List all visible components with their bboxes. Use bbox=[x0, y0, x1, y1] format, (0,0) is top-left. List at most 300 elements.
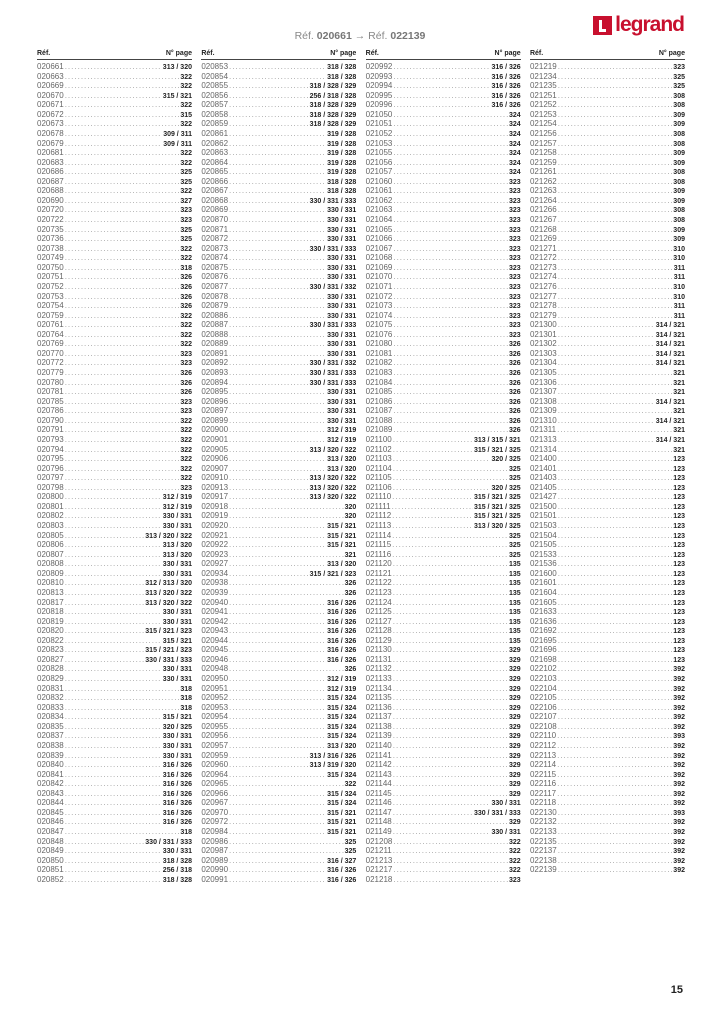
page-reference: 323 bbox=[180, 484, 192, 492]
index-row bbox=[366, 664, 521, 674]
dot-leader bbox=[65, 81, 180, 91]
index-row bbox=[201, 741, 356, 751]
reference-number: 020854 bbox=[201, 71, 229, 81]
reference-number: 020829 bbox=[37, 674, 64, 683]
page-reference: 325 bbox=[508, 475, 521, 483]
dot-leader bbox=[229, 177, 326, 187]
reference-number: 020946 bbox=[201, 654, 229, 664]
dot-leader bbox=[392, 531, 508, 541]
reference-number: 020720 bbox=[37, 205, 64, 215]
page-reference: 392 bbox=[673, 829, 685, 836]
page-reference: 322 bbox=[180, 456, 192, 464]
reference-number: 021120 bbox=[365, 559, 392, 569]
index-row bbox=[366, 521, 521, 531]
reference-number: 020990 bbox=[201, 865, 229, 875]
reference-number: 020751 bbox=[37, 272, 64, 282]
page-reference: 330 / 331 bbox=[327, 236, 357, 244]
index-row bbox=[366, 540, 521, 550]
page-reference: 324 bbox=[508, 121, 521, 129]
page-reference: 329 bbox=[508, 723, 521, 731]
dot-leader bbox=[229, 693, 326, 703]
index-row bbox=[201, 397, 356, 407]
page-reference: 322 bbox=[344, 781, 357, 789]
page-reference: 322 bbox=[180, 73, 192, 81]
reference-number: 020901 bbox=[201, 434, 229, 444]
dot-leader bbox=[393, 110, 508, 120]
index-row bbox=[530, 349, 685, 359]
index-row bbox=[530, 722, 685, 732]
dot-leader bbox=[65, 91, 162, 101]
reference-number: 020862 bbox=[201, 138, 229, 148]
reference-number: 020790 bbox=[37, 415, 64, 425]
index-row bbox=[37, 789, 192, 799]
page-reference: 330 / 331 bbox=[162, 742, 192, 750]
reference-number: 021300 bbox=[529, 320, 557, 330]
index-row bbox=[366, 282, 521, 292]
index-row bbox=[201, 559, 356, 569]
page-reference: 324 bbox=[508, 111, 521, 119]
page-reference: 323 bbox=[508, 322, 521, 330]
dot-leader bbox=[558, 406, 673, 416]
dot-leader bbox=[393, 244, 508, 254]
page-reference: 313 / 320 / 322 bbox=[309, 484, 357, 492]
dot-leader bbox=[229, 846, 344, 856]
page-reference: 135 bbox=[508, 599, 521, 607]
reference-number: 020871 bbox=[201, 224, 229, 234]
dot-leader bbox=[558, 167, 673, 177]
reference-number: 020842 bbox=[37, 779, 64, 789]
index-row bbox=[37, 234, 192, 244]
reference-number: 021401 bbox=[529, 463, 557, 473]
reference-number: 021308 bbox=[529, 396, 557, 406]
arrow-icon: → bbox=[354, 30, 366, 42]
reference-number: 021307 bbox=[529, 387, 557, 397]
index-row bbox=[201, 320, 356, 330]
reference-number: 021114 bbox=[365, 530, 392, 540]
dot-leader bbox=[393, 397, 508, 407]
page-column-header: N° page bbox=[494, 50, 521, 57]
reference-number: 020818 bbox=[37, 607, 64, 617]
index-row bbox=[366, 330, 521, 340]
dot-leader bbox=[65, 100, 180, 110]
reference-number: 020837 bbox=[37, 731, 64, 741]
index-row bbox=[530, 129, 685, 139]
dot-leader bbox=[393, 798, 491, 808]
dot-leader bbox=[229, 110, 309, 120]
dot-leader bbox=[393, 617, 508, 627]
page-reference: 308 bbox=[673, 169, 685, 177]
page-reference: 392 bbox=[673, 695, 685, 703]
dot-leader bbox=[229, 301, 326, 311]
dot-leader bbox=[393, 282, 508, 292]
reference-number: 020876 bbox=[201, 272, 229, 282]
index-row bbox=[201, 148, 356, 158]
dot-leader bbox=[65, 368, 180, 378]
reference-number: 020922 bbox=[201, 540, 229, 550]
dot-leader bbox=[229, 779, 344, 789]
index-row bbox=[366, 72, 521, 82]
dot-leader bbox=[558, 158, 673, 168]
dot-leader bbox=[229, 569, 309, 579]
dot-leader bbox=[65, 406, 180, 416]
dot-leader bbox=[393, 837, 508, 847]
dot-leader bbox=[65, 703, 180, 713]
reference-number: 020846 bbox=[37, 817, 64, 827]
reference-number: 022137 bbox=[529, 846, 557, 856]
index-row bbox=[37, 158, 192, 168]
page-reference: 313 / 319 / 320 bbox=[309, 762, 357, 770]
reference-number: 021065 bbox=[365, 224, 393, 234]
index-row bbox=[201, 492, 356, 502]
index-row bbox=[530, 292, 685, 302]
dot-leader bbox=[558, 722, 673, 732]
index-row bbox=[201, 177, 356, 187]
index-row bbox=[530, 72, 685, 82]
dot-leader bbox=[393, 607, 508, 617]
dot-leader bbox=[393, 205, 508, 215]
page-reference: 330 / 331 bbox=[327, 350, 357, 358]
dot-leader bbox=[65, 636, 162, 646]
page-reference: 314 / 321 bbox=[655, 436, 685, 444]
dot-leader bbox=[229, 550, 344, 560]
page-reference: 123 bbox=[673, 656, 685, 664]
page-reference: 123 bbox=[673, 647, 685, 655]
dot-leader bbox=[558, 272, 673, 282]
page-reference: 318 bbox=[180, 264, 192, 272]
reference-number: 020874 bbox=[201, 253, 229, 263]
dot-leader bbox=[229, 655, 326, 665]
page-reference: 325 bbox=[508, 465, 521, 473]
page-reference: 321 bbox=[344, 551, 357, 559]
dot-leader bbox=[65, 856, 162, 866]
reference-number: 021066 bbox=[365, 234, 393, 244]
reference-number: 022139 bbox=[529, 865, 557, 875]
page-reference: 315 / 321 bbox=[327, 542, 357, 550]
page-reference: 330 / 331 / 333 bbox=[473, 809, 521, 817]
dot-leader bbox=[229, 397, 326, 407]
dot-leader bbox=[65, 425, 180, 435]
dot-leader bbox=[557, 425, 672, 435]
dot-leader bbox=[65, 531, 145, 541]
page-reference: 316 / 326 bbox=[327, 637, 357, 645]
page-reference: 315 / 321 bbox=[162, 637, 192, 645]
page-reference: 330 / 331 bbox=[327, 341, 357, 349]
index-row bbox=[366, 205, 521, 215]
page-reference: 323 bbox=[180, 217, 192, 224]
dot-leader bbox=[229, 91, 309, 101]
dot-leader bbox=[65, 645, 145, 655]
page-reference: 323 bbox=[180, 398, 192, 406]
dot-leader bbox=[393, 272, 508, 282]
reference-number: 022115 bbox=[529, 769, 557, 779]
reference-number: 021314 bbox=[529, 444, 557, 454]
reference-number: 021274 bbox=[529, 272, 557, 282]
dot-leader bbox=[558, 531, 673, 541]
page-reference: 309 / 311 bbox=[163, 140, 192, 148]
page-reference: 322 bbox=[180, 331, 192, 339]
index-row bbox=[37, 798, 192, 808]
index-row bbox=[37, 626, 192, 636]
index-row bbox=[366, 215, 521, 225]
page-reference: 323 bbox=[508, 876, 521, 884]
reference-number: 021130 bbox=[365, 645, 392, 655]
reference-number: 021081 bbox=[365, 348, 393, 358]
dot-leader bbox=[393, 177, 508, 187]
index-row bbox=[530, 684, 685, 694]
index-row bbox=[530, 588, 685, 598]
index-row bbox=[37, 521, 192, 531]
index-row bbox=[366, 358, 521, 368]
page-reference: 313 / 320 / 322 bbox=[145, 532, 192, 540]
reference-number: 022112 bbox=[529, 740, 557, 750]
index-row bbox=[37, 186, 192, 196]
index-row bbox=[37, 196, 192, 206]
index-row bbox=[530, 148, 685, 158]
page-reference: 313 / 320 / 322 bbox=[309, 446, 357, 454]
reference-number: 020819 bbox=[37, 616, 64, 626]
page-reference: 309 bbox=[673, 197, 685, 205]
page-reference: 315 / 321 bbox=[327, 532, 357, 540]
dot-leader bbox=[65, 148, 180, 158]
page-reference: 392 bbox=[673, 685, 685, 693]
dot-leader bbox=[65, 330, 180, 340]
index-row bbox=[530, 492, 685, 502]
reference-number: 020831 bbox=[37, 683, 64, 693]
index-row bbox=[201, 531, 356, 541]
page-reference: 393 bbox=[673, 809, 685, 817]
page-reference: 135 bbox=[508, 561, 521, 569]
dot-leader bbox=[229, 425, 326, 435]
dot-leader bbox=[65, 693, 180, 703]
page-reference: 312 / 319 bbox=[162, 503, 192, 511]
page-reference: 318 / 328 bbox=[327, 178, 357, 186]
index-row bbox=[201, 817, 356, 827]
reference-number: 021085 bbox=[365, 387, 393, 397]
index-row bbox=[201, 215, 356, 225]
dot-leader bbox=[65, 186, 180, 196]
page-reference: 330 / 331 / 332 bbox=[309, 360, 357, 368]
dot-leader bbox=[65, 205, 180, 215]
page-reference: 323 bbox=[180, 360, 192, 368]
page-reference: 330 / 331 bbox=[327, 312, 357, 320]
page-reference: 329 bbox=[508, 771, 521, 779]
index-row bbox=[37, 722, 192, 732]
page-reference: 314 / 321 bbox=[655, 331, 685, 339]
page-reference: 315 / 324 bbox=[327, 695, 357, 703]
page-reference: 392 bbox=[673, 781, 685, 789]
page-reference: 323 bbox=[508, 236, 521, 244]
index-row bbox=[366, 569, 521, 579]
reference-number: 020832 bbox=[37, 693, 64, 703]
dot-leader bbox=[558, 865, 673, 875]
dot-leader bbox=[558, 684, 673, 694]
index-row bbox=[201, 378, 356, 388]
index-row bbox=[366, 837, 521, 847]
index-row bbox=[37, 578, 192, 588]
page-reference: 325 bbox=[180, 178, 192, 186]
page-reference: 329 bbox=[508, 647, 521, 655]
dot-leader bbox=[558, 712, 673, 722]
reference-number: 020986 bbox=[201, 836, 229, 846]
page-reference: 310 bbox=[673, 293, 685, 301]
page-reference: 318 / 328 bbox=[327, 64, 357, 71]
dot-leader bbox=[558, 72, 673, 82]
dot-leader bbox=[393, 760, 508, 770]
reference-number: 020769 bbox=[37, 339, 64, 349]
index-row bbox=[201, 435, 356, 445]
index-row bbox=[201, 674, 356, 684]
page-reference: 323 bbox=[508, 293, 521, 301]
reference-number: 022104 bbox=[529, 683, 557, 693]
page-reference: 329 bbox=[508, 714, 521, 722]
reference-number: 020907 bbox=[201, 463, 229, 473]
index-row bbox=[366, 234, 521, 244]
dot-leader bbox=[229, 349, 326, 359]
index-row bbox=[37, 636, 192, 646]
dot-leader bbox=[65, 617, 162, 627]
reference-number: 021264 bbox=[529, 195, 557, 205]
dot-leader bbox=[393, 91, 490, 101]
reference-number: 021310 bbox=[529, 415, 557, 425]
dot-leader bbox=[393, 158, 508, 168]
page-reference: 330 / 331 bbox=[491, 800, 521, 808]
dot-leader bbox=[558, 186, 673, 196]
reference-number: 021269 bbox=[529, 234, 557, 244]
dot-leader bbox=[229, 253, 326, 263]
dot-leader bbox=[393, 464, 508, 474]
index-row bbox=[366, 148, 521, 158]
reference-number: 020798 bbox=[37, 482, 64, 492]
page-reference: 323 bbox=[508, 207, 521, 215]
reference-number: 020845 bbox=[37, 807, 64, 817]
dot-leader bbox=[65, 358, 180, 368]
page-reference: 309 bbox=[673, 159, 685, 167]
page-reference: 310 bbox=[673, 245, 685, 253]
page-reference: 308 bbox=[673, 178, 685, 186]
page-reference: 123 bbox=[673, 599, 685, 607]
index-row bbox=[366, 425, 521, 435]
reference-number: 020761 bbox=[37, 320, 64, 330]
page-reference: 316 / 326 bbox=[491, 92, 521, 100]
page-reference: 319 / 328 bbox=[327, 130, 357, 138]
index-row bbox=[530, 358, 685, 368]
ref-label: Réf. bbox=[294, 30, 314, 42]
reference-number: 020781 bbox=[37, 387, 64, 397]
dot-leader bbox=[65, 301, 180, 311]
dot-leader bbox=[393, 770, 508, 780]
reference-number: 021060 bbox=[365, 176, 393, 186]
index-row bbox=[366, 397, 521, 407]
page-reference: 309 bbox=[673, 188, 685, 196]
index-row bbox=[366, 339, 521, 349]
index-row bbox=[201, 110, 356, 120]
page-reference: 318 / 328 / 329 bbox=[309, 111, 357, 119]
dot-leader bbox=[229, 139, 326, 149]
dot-leader bbox=[558, 435, 655, 445]
index-row bbox=[530, 320, 685, 330]
dot-leader bbox=[229, 588, 344, 598]
index-row bbox=[37, 358, 192, 368]
index-row bbox=[366, 655, 521, 665]
index-row bbox=[201, 588, 356, 598]
page-reference: 326 bbox=[508, 389, 521, 397]
page-reference: 322 bbox=[180, 417, 192, 425]
reference-number: 021262 bbox=[529, 176, 557, 186]
page-reference: 309 / 311 bbox=[163, 130, 192, 138]
reference-number: 022138 bbox=[529, 855, 557, 865]
page-reference: 322 bbox=[180, 255, 192, 263]
page-reference: 123 bbox=[673, 618, 685, 626]
reference-number: 021692 bbox=[529, 626, 557, 636]
page-reference: 123 bbox=[673, 494, 685, 502]
reference-number: 020917 bbox=[201, 492, 229, 502]
reference-number: 020964 bbox=[201, 769, 229, 779]
index-row bbox=[530, 559, 685, 569]
dot-leader bbox=[558, 311, 673, 321]
page-reference: 316 / 326 bbox=[162, 819, 192, 827]
reference-number: 022118 bbox=[529, 798, 557, 808]
reference-number: 020753 bbox=[37, 291, 64, 301]
index-row bbox=[530, 215, 685, 225]
dot-leader bbox=[229, 330, 326, 340]
page-reference: 315 / 321 bbox=[162, 92, 192, 100]
reference-number: 021427 bbox=[529, 492, 557, 502]
page-reference: 123 bbox=[673, 465, 685, 473]
page-reference: 316 / 326 bbox=[327, 647, 357, 655]
reference-number: 022108 bbox=[529, 721, 557, 731]
dot-leader bbox=[393, 856, 508, 866]
dot-leader bbox=[558, 578, 673, 588]
reference-number: 021071 bbox=[365, 281, 393, 291]
page-reference: 323 bbox=[180, 408, 192, 416]
dot-leader bbox=[65, 72, 180, 82]
index-row bbox=[201, 827, 356, 837]
index-row bbox=[201, 72, 356, 82]
page-reference: 326 bbox=[508, 408, 521, 416]
index-row bbox=[366, 244, 521, 254]
index-row bbox=[201, 664, 356, 674]
reference-number: 020870 bbox=[201, 215, 229, 224]
page-reference: 329 bbox=[508, 666, 521, 674]
reference-number: 021110 bbox=[365, 492, 392, 502]
dot-leader bbox=[65, 626, 145, 636]
index-row bbox=[366, 588, 521, 598]
index-row bbox=[530, 330, 685, 340]
index-row bbox=[201, 808, 356, 818]
dot-leader bbox=[393, 569, 508, 579]
page-reference: 314 / 321 bbox=[655, 322, 685, 330]
page-reference: 330 / 331 bbox=[162, 733, 192, 741]
dot-leader bbox=[558, 368, 673, 378]
dot-leader bbox=[558, 693, 673, 703]
dot-leader bbox=[558, 846, 673, 856]
index-row bbox=[530, 244, 685, 254]
index-row bbox=[37, 655, 192, 665]
index-row bbox=[530, 339, 685, 349]
index-row bbox=[37, 368, 192, 378]
reference-number: 021261 bbox=[529, 167, 557, 177]
dot-leader bbox=[393, 139, 508, 149]
dot-leader bbox=[229, 311, 326, 321]
index-row bbox=[530, 617, 685, 627]
dot-leader bbox=[229, 808, 326, 818]
index-row bbox=[37, 645, 192, 655]
page-reference: 309 bbox=[673, 226, 685, 234]
reference-number: 020960 bbox=[201, 760, 229, 770]
page-reference: 321 bbox=[673, 427, 685, 435]
index-row bbox=[37, 292, 192, 302]
ref-column-header: Réf. bbox=[365, 50, 379, 57]
